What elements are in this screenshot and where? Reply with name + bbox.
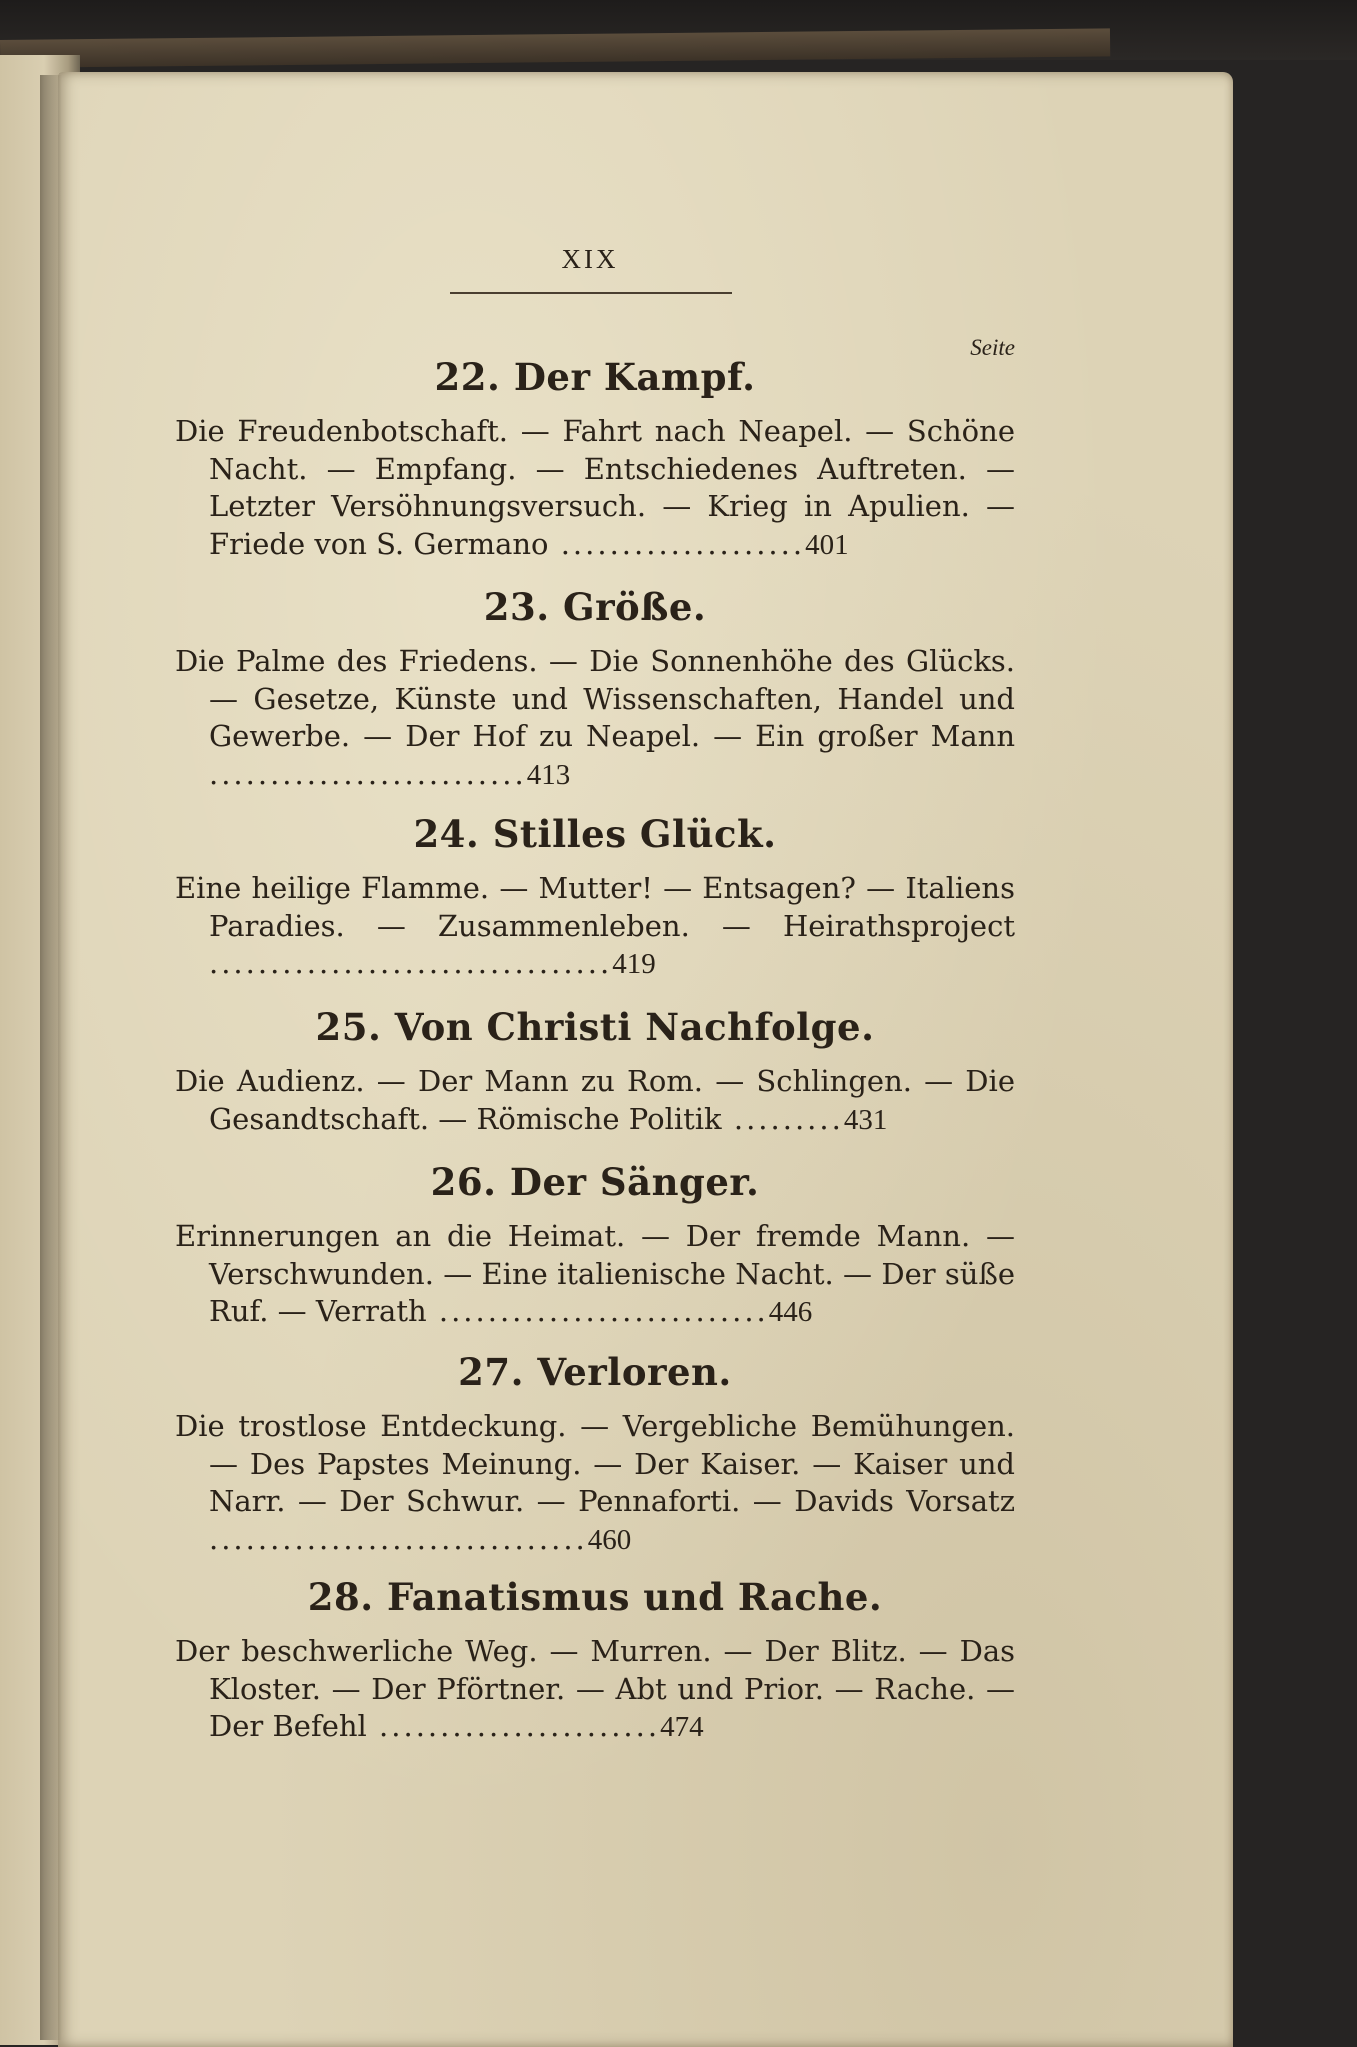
chapter-summary: [175, 1633, 1015, 1747]
chapter-heading: [175, 1350, 1015, 1394]
chapter-heading: [175, 355, 1015, 399]
chapter-heading: [175, 1160, 1015, 1204]
chapter-26: [175, 1160, 1015, 1332]
seite-label: Seite: [970, 335, 1015, 360]
chapter-23: [175, 585, 1015, 794]
dot-leaders: ...........................: [426, 1294, 769, 1328]
summary-text: Die Freudenbotschaft. — Fahrt nach Neapel. — Schöne Nacht. — Empfang. — Entschiedenes Auftreten. — Letzter Versöhnungsversuch. — Krieg in Apulien. — Friede von S. Germano: [175, 414, 1015, 561]
page-number: 401: [805, 528, 849, 561]
chapter-title: Fanatismus und Rache.: [386, 1575, 883, 1619]
chapter-summary: [175, 413, 1015, 564]
chapter-28: [175, 1575, 1015, 1747]
chapter-heading: [175, 585, 1015, 629]
page-number: 419: [612, 948, 656, 980]
chapter-summary: [175, 870, 1015, 984]
chapter-summary: [175, 1218, 1015, 1332]
page-number: 431: [843, 1103, 888, 1136]
chapter-title: Von Christi Nachfolge.: [394, 1005, 875, 1049]
dot-leaders: ..........................: [209, 756, 527, 791]
chapter-number: 27.: [458, 1350, 525, 1394]
chapter-heading: [175, 1005, 1015, 1049]
page-number: 413: [526, 758, 571, 791]
chapter-number: 23.: [483, 585, 550, 629]
chapter-number: 22.: [434, 355, 501, 399]
page-number: 446: [768, 1296, 813, 1328]
chapter-number: 25.: [315, 1005, 382, 1049]
chapter-25: [175, 1005, 1015, 1139]
chapter-title: Stilles Glück.: [492, 812, 777, 856]
chapter-22: [175, 355, 1015, 564]
summary-text: Erinnerungen an die Heimat. — Der fremde Mann. — Verschwunden. — Eine italienische Nacht. — Der süße Ruf. — Verrath: [175, 1219, 1015, 1328]
chapter-number: 26.: [430, 1160, 497, 1204]
chapter-title: Verloren.: [537, 1350, 732, 1394]
chapter-summary: [175, 643, 1015, 794]
dot-leaders: .......................: [366, 1709, 661, 1743]
chapter-number: 24.: [413, 812, 480, 856]
page-folio: XIX: [561, 244, 619, 274]
dot-leaders: .................................: [209, 946, 613, 980]
chapter-24: [175, 812, 1015, 984]
folio-rule: [450, 292, 732, 294]
summary-text: Die trostlose Entdeckung. — Vergebliche Bemühungen. — Des Papstes Meinung. — Der Kaiser. — Kaiser und Narr. — Der Schwur. — Pennaforti. — Davids Vorsatz: [175, 1409, 1015, 1518]
dot-leaders: ....................: [548, 526, 806, 561]
chapter-title: Der Sänger.: [509, 1160, 760, 1204]
chapter-27: [175, 1350, 1015, 1559]
page-number: 474: [660, 1711, 704, 1743]
summary-text: Die Palme des Friedens. — Die Sonnenhöhe des Glücks. — Gesetze, Künste und Wissenschaften, Handel und Gewerbe. — Der Hof zu Neapel. — Ein großer Mann: [175, 644, 1015, 753]
summary-text: Eine heilige Flamme. — Mutter! — Entsagen? — Italiens Paradies. — Zusammenleben. — Heirathsproject: [175, 871, 1015, 943]
chapter-number: 28.: [307, 1575, 374, 1619]
chapter-title: Größe.: [562, 585, 707, 629]
dot-leaders: .........: [721, 1101, 844, 1136]
chapter-title: Der Kampf.: [513, 355, 756, 399]
chapter-heading: [175, 1575, 1015, 1619]
summary-text: Die Audienz. — Der Mann zu Rom. — Schlingen. — Die Gesandtschaft. — Römische Politik: [175, 1064, 1015, 1136]
chapter-heading: [175, 812, 1015, 856]
summary-text: Der beschwerliche Weg. — Murren. — Der Blitz. — Das Kloster. — Der Pförtner. — Abt und Prior. — Rache. — Der Befehl: [175, 1634, 1015, 1743]
page-number: 460: [587, 1523, 632, 1556]
chapter-summary: [175, 1408, 1015, 1559]
dot-leaders: ...............................: [209, 1521, 588, 1556]
chapter-summary: [175, 1063, 1015, 1139]
